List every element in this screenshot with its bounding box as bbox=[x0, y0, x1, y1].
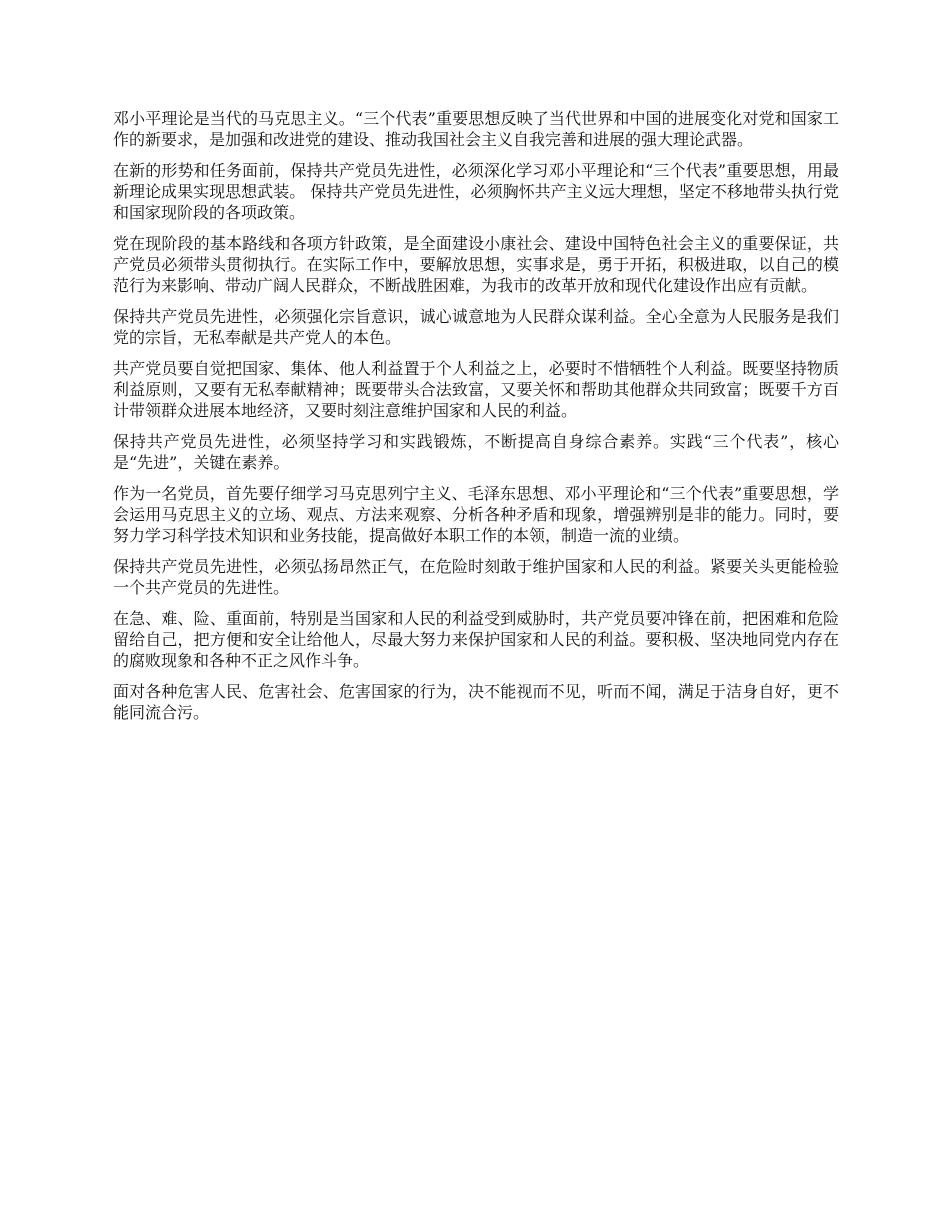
paragraph-4: 保持共产党员先进性，必须强化宗旨意识，诚心诚意地为人民群众谋利益。全心全意为人民服务是我们党的宗旨，无私奉献是共产党人的本色。 bbox=[113, 307, 839, 347]
paragraph-2: 在新的形势和任务面前，保持共产党员先进性，必须深化学习邓小平理论和“三个代表”重要思想，用最新理论成果实现思想武装。 保持共产党员先进性，必须胸怀共产主义远大理想，坚定不移地带头执行党和国家现阶段的各项政策。 bbox=[113, 161, 839, 222]
paragraph-7: 作为一名党员，首先要仔细学习马克思列宁主义、毛泽东思想、邓小平理论和“三个代表”重要思想，学会运用马克思主义的立场、观点、方法来观察、分析各种矛盾和现象，增强辨别是非的能力。同时，要努力学习科学技术知识和业务技能，提高做好本职工作的本领，制造一流的业绩。 bbox=[113, 484, 839, 545]
paragraph-8: 保持共产党员先进性，必须弘扬昂然正气，在危险时刻敢于维护国家和人民的利益。紧要关头更能检验一个共产党员的先进性。 bbox=[113, 557, 839, 597]
paragraph-1: 邓小平理论是当代的马克思主义。“三个代表”重要思想反映了当代世界和中国的进展变化对党和国家工作的新要求，是加强和改进党的建设、推动我国社会主义自我完善和进展的强大理论武器。 bbox=[113, 109, 839, 149]
paragraph-3: 党在现阶段的基本路线和各项方针政策，是全面建设小康社会、建设中国特色社会主义的重要保证，共产党员必须带头贯彻执行。在实际工作中，要解放思想，实事求是，勇于开拓，积极进取，以自己的模范行为来影响、带动广阔人民群众，不断战胜困难，为我市的改革开放和现代化建设作出应有贡献。 bbox=[113, 234, 839, 295]
paragraph-5: 共产党员要自觉把国家、集体、他人利益置于个人利益之上，必要时不惜牺牲个人利益。既要坚持物质利益原则，又要有无私奉献精神；既要带头合法致富，又要关怀和帮助其他群众共同致富；既要千方百计带领群众进展本地经济，又要时刻注意维护国家和人民的利益。 bbox=[113, 359, 839, 420]
paragraph-9: 在急、难、险、重面前，特别是当国家和人民的利益受到威胁时，共产党员要冲锋在前，把困难和危险留给自己，把方便和安全让给他人，尽最大努力来保护国家和人民的利益。要积极、坚决地同党内存在的腐败现象和各种不正之风作斗争。 bbox=[113, 609, 839, 670]
document-body bbox=[113, 108, 839, 733]
paragraph-10: 面对各种危害人民、危害社会、危害国家的行为，决不能视而不见，听而不闻，满足于洁身自好，更不能同流合污。 bbox=[113, 682, 839, 722]
paragraph-6: 保持共产党员先进性，必须坚持学习和实践锻炼，不断提高自身综合素养。实践“三个代表”，核心是“先进”，关键在素养。 bbox=[113, 432, 839, 472]
